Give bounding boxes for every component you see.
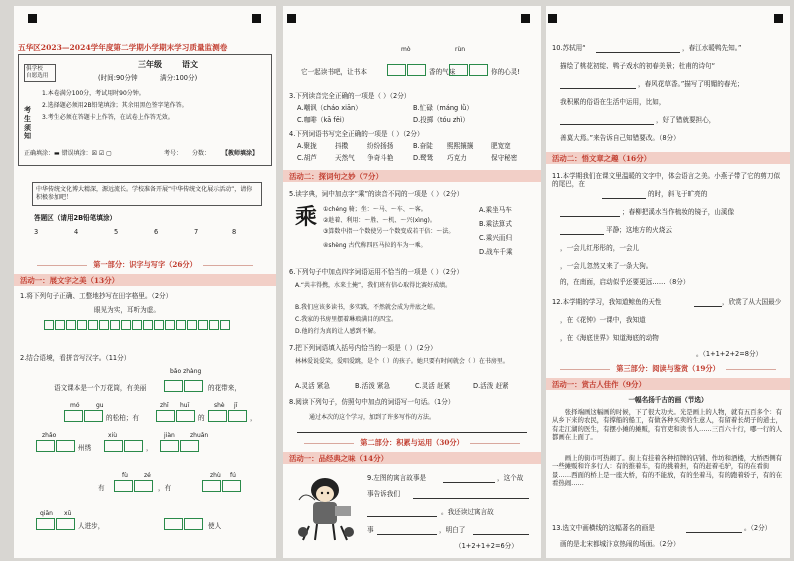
fenshu-label: 分数： [192,150,211,157]
q12-a: 12.本学期的学习，我知道鲸鱼的天性 [552,298,662,306]
answer-num-8[interactable]: 8 [232,228,237,236]
answer-line[interactable] [686,532,742,533]
q11-f: ，一会儿忽然又来了一条大狗。 [560,262,653,270]
activity-p2-title: 活动一：品经典之味（14分） [289,454,388,463]
q4-cell[interactable]: D.鹭鸶 [413,154,434,162]
essay-title: 一幅名扬千古的画（节选） [628,396,708,404]
q4-cell: 熙熙攘攘 [447,142,474,150]
answer-box[interactable] [114,480,133,492]
note-1: 1.本卷满分100分，考试用时90分钟。 [42,90,145,97]
answer-box[interactable] [176,410,195,422]
answer-area-label: 答题区（请用2B铅笔填涂） [34,214,117,222]
q7-opt-a[interactable]: A.灵活 紧急 [295,382,330,390]
q9-c: 事告诉我们 [367,490,400,498]
q9-d: 。我还读过寓言故 [441,508,494,516]
culture-text: 中华传统文化博大精深，源远流长。学校准备开展“中华传统文化展示活动”，请你积极参加吧！ [36,186,253,201]
q2-line4a: 有 [98,484,105,492]
q4-cell[interactable]: C.胡芦 [297,154,317,162]
q2-line5a: 人进步， [78,522,105,530]
q9-b: ，这个故 [497,474,524,482]
q7-opt-d[interactable]: D.活泼 赶紧 [473,382,509,390]
answer-box[interactable] [156,410,175,422]
exam-page-1 [14,6,276,558]
activity1-bar [14,274,276,286]
q9-e: 事 [367,526,374,534]
py-ze: zé [144,472,151,479]
py-run: rùn [455,46,466,53]
teacher-fill: 【教师填涂】 [222,150,259,157]
py-zhi: zhī [160,402,169,409]
q11-e: ，一会儿红彤彤的，一会儿 [560,244,640,252]
answer-box[interactable] [64,410,83,422]
answer-box[interactable] [164,380,183,392]
q6-opt-c[interactable]: C.我家的书房里摆着琳琅满目的四宝。 [295,316,398,323]
q12-d: ，在《海底世界》知道海底的动物 [560,334,659,342]
q2-line2a: 的松柏；有 [106,414,139,422]
answer-box[interactable] [180,440,199,452]
q13-b: 。（2分） [744,524,772,532]
q3-prompt: 3.下列读音完全正确的一项是（ ）（2分） [289,92,411,100]
q5-opt-d[interactable]: D.战车千乘 [479,248,513,256]
q2-line1: 语文课本是一个万花筒，有美丽 [54,384,147,392]
answer-line[interactable] [443,482,495,483]
answer-box[interactable] [36,440,55,452]
answer-box[interactable] [222,480,241,492]
q2-line2c: ， [250,414,257,422]
registration-mark [28,14,37,23]
subject: 语文 [182,60,198,69]
answer-line[interactable] [694,306,722,307]
registration-mark [774,14,783,23]
py-zhuan: zhuǎn [190,432,209,439]
py-she: shè [214,402,225,409]
registration-mark [521,14,530,23]
py-baozhang: bǎo zhàng [170,368,202,375]
answer-box[interactable] [104,440,123,452]
q7-opt-b[interactable]: B.活泼 紧急 [355,382,391,390]
py-ji: jī [234,402,238,409]
py-zhu: zhù [210,472,221,479]
answer-line[interactable] [367,516,437,517]
q7-opt-c[interactable]: C.灵活 赶紧 [415,382,451,390]
answer-box[interactable] [184,380,203,392]
q4-cell: 抖擞 [335,142,349,150]
q3-opt-d[interactable]: D.投掷（tóu zhì） [413,116,469,124]
answer-num-3[interactable]: 3 [34,228,39,236]
exam-title: 五华区2023—2024学年度第二学期小学期末学习质量监测卷 [18,43,228,52]
q11-g: 的，在南面，启动似乎还要更远……（8分） [560,278,690,286]
q4-cell: 天然气 [335,154,355,162]
q12-score: 。（1+1+2+2=8分） [696,350,763,358]
q11-d: 平静；这地方的火烧云 [606,226,672,234]
q11-c: ；春柳把溪水当作梳妆的镜子，山溪像 [622,208,735,216]
q5-opt-c[interactable]: C.乘兴而归 [479,234,513,242]
registration-mark [252,14,261,23]
exam-page-3 [546,6,790,558]
exam-page-2 [283,6,541,558]
q9-f: ，明白了 [439,526,466,534]
answer-line[interactable] [473,534,529,535]
q3-opt-c[interactable]: C.咖啡（kā fēi） [297,116,349,124]
answer-box[interactable] [160,440,179,452]
answer-line[interactable] [560,216,620,217]
answer-box[interactable] [56,440,75,452]
q1-prompt: 1.将下列句子正确、工整地抄写在田字格里。（2分） [20,292,173,300]
q7-text: 林林爱说爱笑，爱唱爱跳，是个（ ）的孩子。她只要有时间就会（ ）在书房里。 [295,358,509,365]
answer-line[interactable] [560,124,654,125]
answer-line[interactable] [297,432,527,433]
exam-time: (时间:90分钟 [98,74,138,82]
fill-example: 正确填涂：▬ 错误填涂：☒ ☑ ▢ [24,150,112,157]
answer-num-6[interactable]: 6 [154,228,159,236]
q4-cell: 保守秘密 [491,154,518,162]
dict-line-1: ①chéng 骑；坐：～马、～车、～客。 [323,206,427,213]
answer-box[interactable] [36,518,55,530]
q9-score: （1+2+1+2=6分） [455,542,518,550]
q2-line1b: 的花带来， [208,384,241,392]
q10-g: 善莫大焉。”来告诉自己知错要改。（8分） [560,134,680,142]
q6-opt-b[interactable]: B.我们应该多读书，多实践，不然就会成为井底之蛙。 [295,304,440,311]
essay-para-2: 画上的街市可热闹了。街上有挂着各种招牌的店铺、作坊和酒楼，大桥西侧有一些摊贩和许多行人：有的推着车，有的挑着担，有的赶着毛驴，有的在看街景……西面的桥上是一座大桥，有的不能放，有的坐着马，有的跑着轿子，有的在看热闹…… [552,454,783,488]
q8-text: 通过本次的这个学习，加到了许多写作的方法。 [309,414,436,421]
answer-line[interactable] [560,234,604,235]
py-jian: jiàn [164,432,175,439]
part1-heading: 第一部分：识字与写字（26分） [14,260,276,270]
activity2-p3-bar [546,152,790,164]
note-2: 2.选择题必须用2B铅笔填涂；其余用黑色签字笔作答。 [42,102,188,109]
q2-line5b: 使人 [208,522,222,530]
answer-line[interactable] [413,498,529,499]
answer-line[interactable] [377,534,437,535]
q5-opt-a[interactable]: A.乘坐马车 [479,206,512,214]
dict-char: 乘 [295,204,318,230]
answer-num-7[interactable]: 7 [194,228,199,236]
part2-heading: 第二部分：积累与运用（30分） [283,438,541,448]
py-hui: huī [180,402,190,409]
top-sentence-a: 它一起读书吧，让书本 [301,68,367,76]
q8-prompt: 8.阅读下列句子，仿照句中加点的词语写一句话。（1分） [289,398,455,406]
py-gu: gu [96,402,104,409]
q4-cell[interactable]: B.奋陡 [413,142,433,150]
activity1-title: 活动一：展文字之美（13分） [20,276,119,285]
answer-box[interactable] [407,64,426,76]
q4-cell: 肥宽宽 [491,142,511,150]
py-fu2: fú [230,472,236,479]
q4-prompt: 4.下列词语书写完全正确的一项是（ ）（2分） [289,130,424,138]
answer-line[interactable] [560,88,636,89]
exam-score: 满分:100分) [160,74,198,82]
q4-cell: 纷纷扬扬 [367,142,394,150]
answer-line[interactable] [596,52,680,53]
answer-box[interactable] [228,410,247,422]
answer-box[interactable] [84,410,103,422]
kaosheng-label: 考生须知 [24,106,31,141]
dict-line-3: ③算数中指一个数使另一个数变成若干倍：～法。 [323,228,455,235]
dict-line-2: ②趁着、利用：～胜、～机、～兴(xìng)。 [323,217,436,224]
q10-c: 描绘了桃花初绽、鸭子戏水的初春美景；杜甫的诗句“ [560,62,716,70]
top-sentence-c: 你的心灵! [491,68,521,76]
q5-opt-b[interactable]: B.乘法算式 [479,220,512,228]
answer-box[interactable] [184,518,203,530]
school-box: 俱学校 自愿选用 [24,64,56,82]
q10-e: 我积累的俗语在生活中运用，比如， [560,98,666,106]
registration-mark [548,14,557,23]
activity-p2-bar [283,452,541,464]
q4-cell[interactable]: A.聚拢 [297,142,317,150]
q2-line4b: ，有 [158,484,172,492]
q2-prompt: 2.结合语境，看拼音写汉字。（11分） [20,354,131,362]
q6-opt-d[interactable]: D.他的行为真的让人感到不解。 [295,328,380,335]
activity1-p3-bar [546,378,790,390]
answer-num-5[interactable]: 5 [114,228,119,236]
q2-line2b: 的 [198,414,205,422]
q3-opt-b[interactable]: B.忙碌（máng lǜ） [413,104,473,112]
q9-a: 9.左图的寓言故事是 [367,474,427,482]
py-xu: xū [64,510,72,517]
q6-prompt: 6.下列句子中加点四字词语运用不恰当的一项是（ ）（2分） [289,268,464,276]
py-qian: qiān [40,510,53,517]
q10-f: ，好了错就要担心， [656,116,716,124]
answer-box[interactable] [134,480,153,492]
q12-b: ，欣赏了从大国最少 [722,298,782,306]
q10-b: ，春江水暖鸭先知。” [682,44,742,52]
fable-illustration [291,470,359,546]
note-3: 3.考生必须在答题卡上作答，在试卷上作答无效。 [42,114,174,121]
q1-writing-grid[interactable] [44,320,231,330]
activity2-title: 活动二：探词句之妙（7分） [289,172,383,181]
q4-cell: 争奇斗艳 [367,154,394,162]
dict-line-4: ④shèng 古代称四匹马拉的车为一乘。 [323,242,427,249]
answer-box[interactable] [387,64,406,76]
answer-box[interactable] [449,64,468,76]
q1-text: 眼见为实，耳听为虚。 [94,306,160,314]
py-mo: mó [70,402,80,409]
q4-cell: 巧克力 [447,154,467,162]
activity2-p3-title: 活动二：悟文章之趣（16分） [552,154,651,163]
q6-opt-a[interactable]: A.“共丰得携，水来土掩”，我们班有信心取得比赛好成绩。 [295,282,452,289]
activity2-bar [283,170,541,182]
answer-box[interactable] [124,440,143,452]
answer-line[interactable] [602,198,646,199]
essay-para-1: 张择端画这幅画的时候，下了很大功夫。光是画上的人物，就有五百多个：有从乡下来的农民，有撑船的船工，有做各种买卖的生意人，有留着长胡子的道士，有走江湖的医生，有摆小摊的摊贩，有官吏和读书人……三百六十行，哪一行的人都画在上面了。 [552,408,783,442]
q13-a: 13.选文中画横线的这幅著名的画是 [552,524,655,532]
q13-c: 画的是北宋都城汴京热闹的场面。（2分） [560,540,680,548]
registration-mark [287,14,296,23]
kaohao-label: 考号： [164,150,183,157]
q7-prompt: 7.把下列词语填入括号内恰当的一项是（ ）（2分） [289,344,437,352]
q11-a: 11.本学期我们在课文里温暖的文字中，体会语言之美。小燕子带了它的剪刀似的尾巴，在 [552,172,781,189]
answer-box[interactable] [469,64,488,76]
answer-box[interactable] [202,480,221,492]
q11-b: 的时，斜飞于旷亮的 [648,190,708,198]
py-xiu: xiù [108,432,118,439]
top-sentence-b: 香的气味 [429,68,456,76]
answer-box[interactable] [208,410,227,422]
answer-num-4[interactable]: 4 [74,228,79,236]
answer-box[interactable] [56,518,75,530]
q2-line3a: 州绣 [78,444,92,452]
py-fu: fù [122,472,128,479]
q2-line3b: ， [146,444,153,452]
q12-c: ，在《花钟》一课中，我知道 [560,316,646,324]
q10-a: 10.苏轼用“ [552,44,586,52]
q3-opt-a[interactable]: A.嘲讽（cháo xiān） [297,104,362,112]
part3-heading: 第三部分：阅读与鉴赏（19分） [546,364,790,374]
q5-prompt: 5.读字典，词中加点字“乘”的读音不同的一项是（ ）（2分） [289,190,464,198]
answer-box[interactable] [164,518,183,530]
py-mo2: mò [401,46,411,53]
activity1-p3-title: 活动一：赏古人佳作（9分） [552,380,646,389]
py-zhao: zhǎo [42,432,57,439]
grade: 三年级 [138,60,162,69]
q10-d: ，春风花草香。”描写了明媚的春光； [638,80,744,88]
